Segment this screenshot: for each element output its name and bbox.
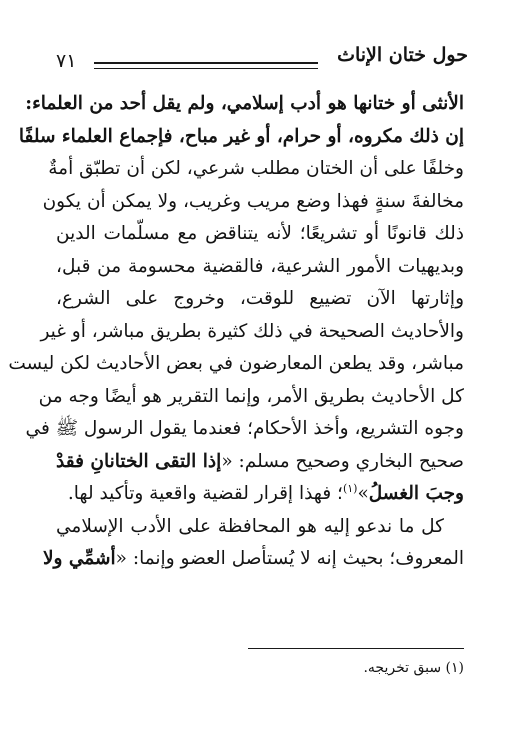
page-header <box>56 44 468 84</box>
running-title: حول ختان الإناث <box>337 44 468 66</box>
text-line: والأحاديث الصحيحة في ذلك كثيرة بطريق مباشر، أو غير <box>40 320 464 342</box>
text-line: وإثارتها الآن تضييع للوقت، وخروج على الشرع، <box>56 288 464 309</box>
header-rule <box>94 62 318 64</box>
body-text <box>8 88 465 576</box>
text-line <box>42 543 464 576</box>
text-line <box>56 446 464 479</box>
text-line: الأنثى أو ختانها هو أدب إسلامي، ولم يقل أحد من العلماء: <box>25 93 464 114</box>
text-line: ذلك قانونًا أو تشريعًا؛ لأنه يتناقض مع مسلّمات الدين <box>56 223 464 244</box>
text-span: المعروف؛ بحيث إنه لا يُستأصل العضو وإنما: « <box>115 548 464 569</box>
footnote-ref: (١) <box>342 481 358 495</box>
text-span: ؛ فهذا إقرار لقضية واقعية وتأكيد لها. <box>67 483 343 504</box>
text-span: صحيح البخاري وصحيح مسلم: « <box>221 450 465 472</box>
hadith-quote: وجبَ الغسلُ <box>368 483 464 504</box>
text-line: وجوه التشريع، وأخذ الأحكام؛ فعندما يقول الرسول ﷺ في <box>25 418 464 439</box>
footnote: (١) سبق تخريجه. <box>363 660 464 676</box>
text-line <box>56 478 464 511</box>
text-line: مخالفةَ سنةٍ فهذا وضع مريب وغريب، ولا يمكن أن يكون <box>42 190 464 212</box>
hadith-quote: إذا التقى الختانانِ فقدْ <box>56 450 222 472</box>
header-rule-thin <box>94 68 318 69</box>
text-line: وخلفًا على أن الختان مطلب شرعي، لكن أن تطبّق أمةٌ <box>48 158 464 179</box>
page-number: ٧١ <box>56 50 77 72</box>
hadith-quote: أشمِّي ولا <box>42 548 116 569</box>
text-line: كل ما ندعو إليه هو المحافظة على الأدب الإسلامي <box>56 515 444 537</box>
text-line: مباشر، وقد يطعن المعارضون في بعض الأحاديث لكن ليست <box>8 353 464 374</box>
text-line: كل الأحاديث بطريق الأمر، وإنما التقرير هو أيضًا وجه من <box>38 385 464 407</box>
footnote-rule <box>248 648 464 649</box>
text-line: وبديهيات الأمور الشرعية، فالقضية محسومة من قبل، <box>56 255 464 277</box>
text-line: إن ذلك مكروه، أو حرام، أو غير مباح، فإجماع العلماء سلفًا <box>18 125 464 147</box>
text-span: » <box>357 483 369 504</box>
